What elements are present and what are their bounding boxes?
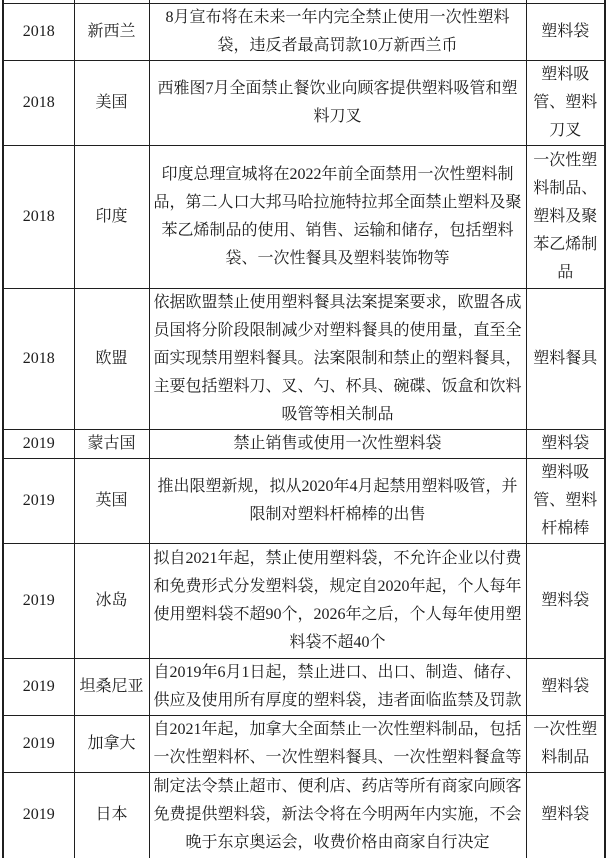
cell-description: 推出限塑新规，拟从2020年4月起禁用塑料吸管，并限制对塑料杆棉棒的出售 — [149, 459, 526, 544]
cell-description: 制定法令禁止超市、便利店、药店等所有商家向顾客免费提供塑料袋，新法令将在今明两年内实施，不会晚于东京奥运会，收费价格由商家自行决定 — [149, 773, 526, 858]
cell-description: 自2019年6月1日起，禁止进口、出口、制造、储存、供应及使用所有厚度的塑料袋，违者面临监禁及罚款 — [149, 659, 526, 716]
cell-description: 8月宣布将在未来一年内完全禁止使用一次性塑料袋，违反者最高罚款10万新西兰币 — [149, 4, 526, 61]
cell-year: 2018 — [3, 289, 74, 430]
cell-year: 2018 — [3, 146, 74, 289]
table-row — [3, 289, 605, 430]
cell-banned-items: 塑料袋 — [526, 544, 605, 659]
cell-banned-items: 塑料餐具 — [526, 289, 605, 430]
table-row — [3, 544, 605, 659]
cell-country: 新西兰 — [74, 4, 149, 61]
cell-banned-items: 塑料袋 — [526, 659, 605, 716]
cell-country: 英国 — [74, 459, 149, 544]
cell-country: 日本 — [74, 773, 149, 858]
cell-banned-items: 塑料袋 — [526, 4, 605, 61]
cell-banned-items: 塑料袋 — [526, 773, 605, 858]
cell-country: 美国 — [74, 61, 149, 146]
cell-year: 2019 — [3, 773, 74, 858]
table-row — [3, 459, 605, 544]
cell-year: 2019 — [3, 459, 74, 544]
cell-country: 欧盟 — [74, 289, 149, 430]
cell-country: 加拿大 — [74, 716, 149, 773]
cell-country: 坦桑尼亚 — [74, 659, 149, 716]
cell-year: 2018 — [3, 4, 74, 61]
cell-description: 西雅图7月全面禁止餐饮业向顾客提供塑料吸管和塑料刀叉 — [149, 61, 526, 146]
cell-year: 2019 — [3, 430, 74, 459]
cell-year: 2019 — [3, 716, 74, 773]
table-row — [3, 430, 605, 459]
table-row — [3, 4, 605, 61]
cell-description: 印度总理宣城将在2022年前全面禁用一次性塑料制品，第二人口大邦马哈拉施特拉邦全面禁止塑料及聚苯乙烯制品的使用、销售、运输和储存，包括塑料袋、一次性餐具及塑料装饰物等 — [149, 146, 526, 289]
cell-banned-items: 塑料吸管、塑料杆棉棒 — [526, 459, 605, 544]
cell-description: 依据欧盟禁止使用塑料餐具法案提案要求，欧盟各成员国将分阶段限制减少对塑料餐具的使用量，直至全面实现禁用塑料餐具。法案限制和禁止的塑料餐具，主要包括塑料刀、叉、勺、杯具、碗碟、饭盒和饮料吸管等相关制品 — [149, 289, 526, 430]
cell-banned-items: 塑料袋 — [526, 430, 605, 459]
table-row — [3, 773, 605, 858]
table-row — [3, 659, 605, 716]
table-row — [3, 146, 605, 289]
cell-description: 拟自2021年起，禁止使用塑料袋，不允许企业以付费和免费形式分发塑料袋，规定自2020年起，个人每年使用塑料袋不超90个，2026年之后，个人每年使用塑料袋不超40个 — [149, 544, 526, 659]
table-row — [3, 61, 605, 146]
cell-country: 蒙古国 — [74, 430, 149, 459]
cell-description: 禁止销售或使用一次性塑料袋 — [149, 430, 526, 459]
cell-banned-items: 一次性塑料制品 — [526, 716, 605, 773]
cell-banned-items: 一次性塑料制品、塑料及聚苯乙烯制品 — [526, 146, 605, 289]
cell-description: 自2021年起，加拿大全面禁止一次性塑料制品，包括一次性塑料杯、一次性塑料餐具、一次性塑料餐盒等 — [149, 716, 526, 773]
cell-country: 印度 — [74, 146, 149, 289]
plastic-ban-table — [2, 0, 606, 858]
cell-country: 冰岛 — [74, 544, 149, 659]
cell-banned-items: 塑料吸管、塑料刀叉 — [526, 61, 605, 146]
table-row — [3, 716, 605, 773]
cell-year: 2018 — [3, 61, 74, 146]
cell-year: 2019 — [3, 659, 74, 716]
cell-year: 2019 — [3, 544, 74, 659]
